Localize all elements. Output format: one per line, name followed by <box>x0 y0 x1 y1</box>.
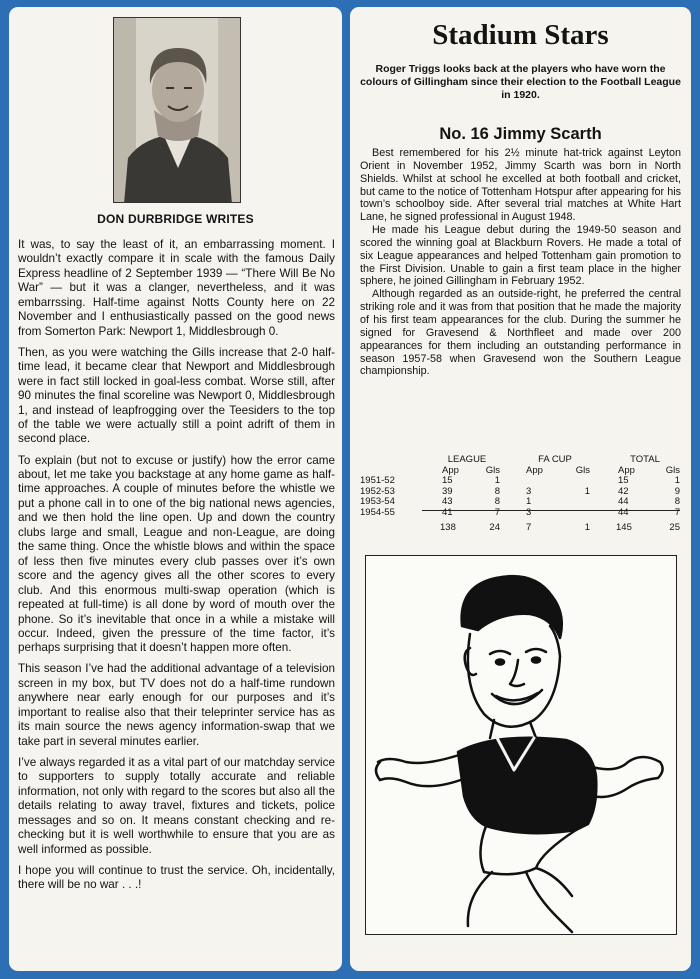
page-title: Stadium Stars <box>432 19 609 51</box>
table-row <box>360 497 682 508</box>
subheader: App <box>526 464 543 476</box>
table-row <box>360 487 682 498</box>
author-photo <box>113 17 241 203</box>
stat-cell: 43 <box>442 496 453 507</box>
table-row <box>360 476 682 487</box>
player-heading: No. 16 Jimmy Scarth <box>439 125 602 143</box>
stat-cell: 8 <box>494 496 500 507</box>
total-cell: 24 <box>489 522 500 533</box>
season-cell: 1954-55 <box>360 506 395 518</box>
stat-cell: 7 <box>674 506 680 518</box>
stat-cell: 9 <box>674 485 680 497</box>
stat-cell: 3 <box>526 485 532 497</box>
stat-cell: 39 <box>442 485 453 497</box>
season-cell: 1951-52 <box>360 475 395 486</box>
table-divider <box>422 510 680 511</box>
subheader: App <box>618 464 635 476</box>
season-cell: 1953-54 <box>360 496 395 507</box>
totals-row <box>360 523 682 534</box>
group-label-facup: FA CUP <box>538 454 572 465</box>
paragraph: He made his League debut during the 1949-50 season and scored the winning goal at Blackburn Rovers. He made a total of six League appearances and helped Tottenham gain promotion to the First Division. Unable to gain a first team place in the higher sphere, he joined Gillingham in February 1952. <box>360 224 681 288</box>
paragraph: Although regarded as an outside-right, he preferred the central striking role and it was from that position that he made the majority of his first team appearances for the club. During the summer he signed for Gravesend & Northfleet and made over 200 appearances for them including an outstanding performance in season 1957-58 when Gravesend won the Southern League championship. <box>360 288 681 378</box>
group-label-league: LEAGUE <box>447 454 487 465</box>
stat-cell: 7 <box>494 506 500 518</box>
stat-cell: 15 <box>618 475 629 486</box>
stat-cell: 1 <box>584 485 590 497</box>
stat-cell: 3 <box>526 506 532 518</box>
right-column <box>350 7 691 971</box>
stat-cell: 1 <box>674 475 680 486</box>
total-cell: 145 <box>616 522 632 533</box>
player-caricature <box>365 555 677 935</box>
player-biography <box>360 147 681 378</box>
author-heading: DON DURBRIDGE WRITES <box>97 212 254 226</box>
intro-text: Roger Triggs looks back at the players who have worn the colours of Gillingham since their election to the Football League in 1920. <box>360 63 681 101</box>
stats-table <box>360 455 682 534</box>
paragraph: Then, as you were watching the Gills increase that 2-0 half-time lead, it became clear that Newport and Middlesbrough were in fact still locked in goal-less combat. Worse still, after 90 minutes the final scoreline was Newport 0, Middlesbrough 1, and instead of leapfrogging over the Teesiders to the top of the table we were actually still a point adrift of them in second place. <box>18 345 335 446</box>
paragraph: I hope you will continue to trust the service. Oh, incidentally, there will be no war . . .! <box>18 863 335 891</box>
subheader: Gls <box>485 464 500 476</box>
left-column <box>9 7 342 971</box>
subheader: Gls <box>575 464 590 476</box>
total-cell: 7 <box>526 522 532 533</box>
group-label-total: TOTAL <box>630 454 660 465</box>
subheader: Gls <box>665 464 680 476</box>
stats-group-header <box>360 455 682 466</box>
stat-cell: 1 <box>526 496 532 507</box>
stats-subheader <box>360 466 682 477</box>
stat-cell: 8 <box>494 485 500 497</box>
total-cell: 1 <box>584 522 590 533</box>
paragraph: It was, to say the least of it, an embarrassing moment. I wouldn’t exactly compare it in scale with the famous Daily Express headline of 2 September 1939 — “There Will Be No War” — but it was a clanger, nevertheless, and it was embarrssing. Half-time against Notts County here on 22 November and I enthusiastically passed on the good news from Somerton Park: Newport 1, Middlesbrough 0. <box>18 238 335 338</box>
season-cell: 1952-53 <box>360 485 395 497</box>
stat-cell: 42 <box>618 485 629 497</box>
total-cell: 25 <box>669 522 680 533</box>
subheader: App <box>442 464 459 476</box>
stat-cell: 8 <box>674 496 680 507</box>
paragraph: I’ve always regarded it as a vital part of our matchday service to supporters to supply totally accurate and reliable information, not only with regard to the scores but also all the details relating to away travel, fixtures and tickets, police messages and so on. It means constant checking and re-checking but it is well worthwhile to ensure that you are as well informed as possible. <box>18 755 335 856</box>
paragraph: To explain (but not to excuse or justify) how the error came about, let me take you backstage at any home game as half-time approaches. A couple of minutes before the whistle we put a phone call in to one of the big national news agencies, and we then hold the line open. Up and down the country clubs large and small, League and non-League, are doing the same thing. Once the whistle blows and within the space of less then five minutes every club passes over it’s own score and the agency gives all the other scores to every club. And this enormous multi-swap operation (which is repeated at full-time) is all done by word of mouth over the phone. So it’s inevitable that once in a while a mistake will occur. Indeed, given the pressure of the time factor, it’s perhaps surprising that it doesn’t happen more often. <box>18 453 335 655</box>
stat-cell: 15 <box>442 475 453 486</box>
stat-cell: 44 <box>618 506 629 518</box>
stat-cell: 1 <box>494 475 500 486</box>
stat-cell: 44 <box>618 496 629 507</box>
total-cell: 138 <box>440 522 456 533</box>
article-body <box>18 238 335 899</box>
paragraph: Best remembered for his 2½ minute hat-trick against Leyton Orient in November 1952, Jimmy Scarth was born in North Shields. Whilst at school he excelled at both football and cricket, but came to the notice of Tottenham Hotspur after appearing for his town’s schoolboy side. After several trial matches at White Hart Lane, he signed professional in August 1948. <box>360 147 681 224</box>
stat-cell: 41 <box>442 506 453 518</box>
paragraph: This season I’ve had the additional advantage of a television screen in my box, but TV does not do a half-time rundown anywhere near early enough for our purposes and it’s important to realise also that their teleprinter service has as its main source the news agency information-swap that we take part in several minutes earlier. <box>18 662 335 748</box>
